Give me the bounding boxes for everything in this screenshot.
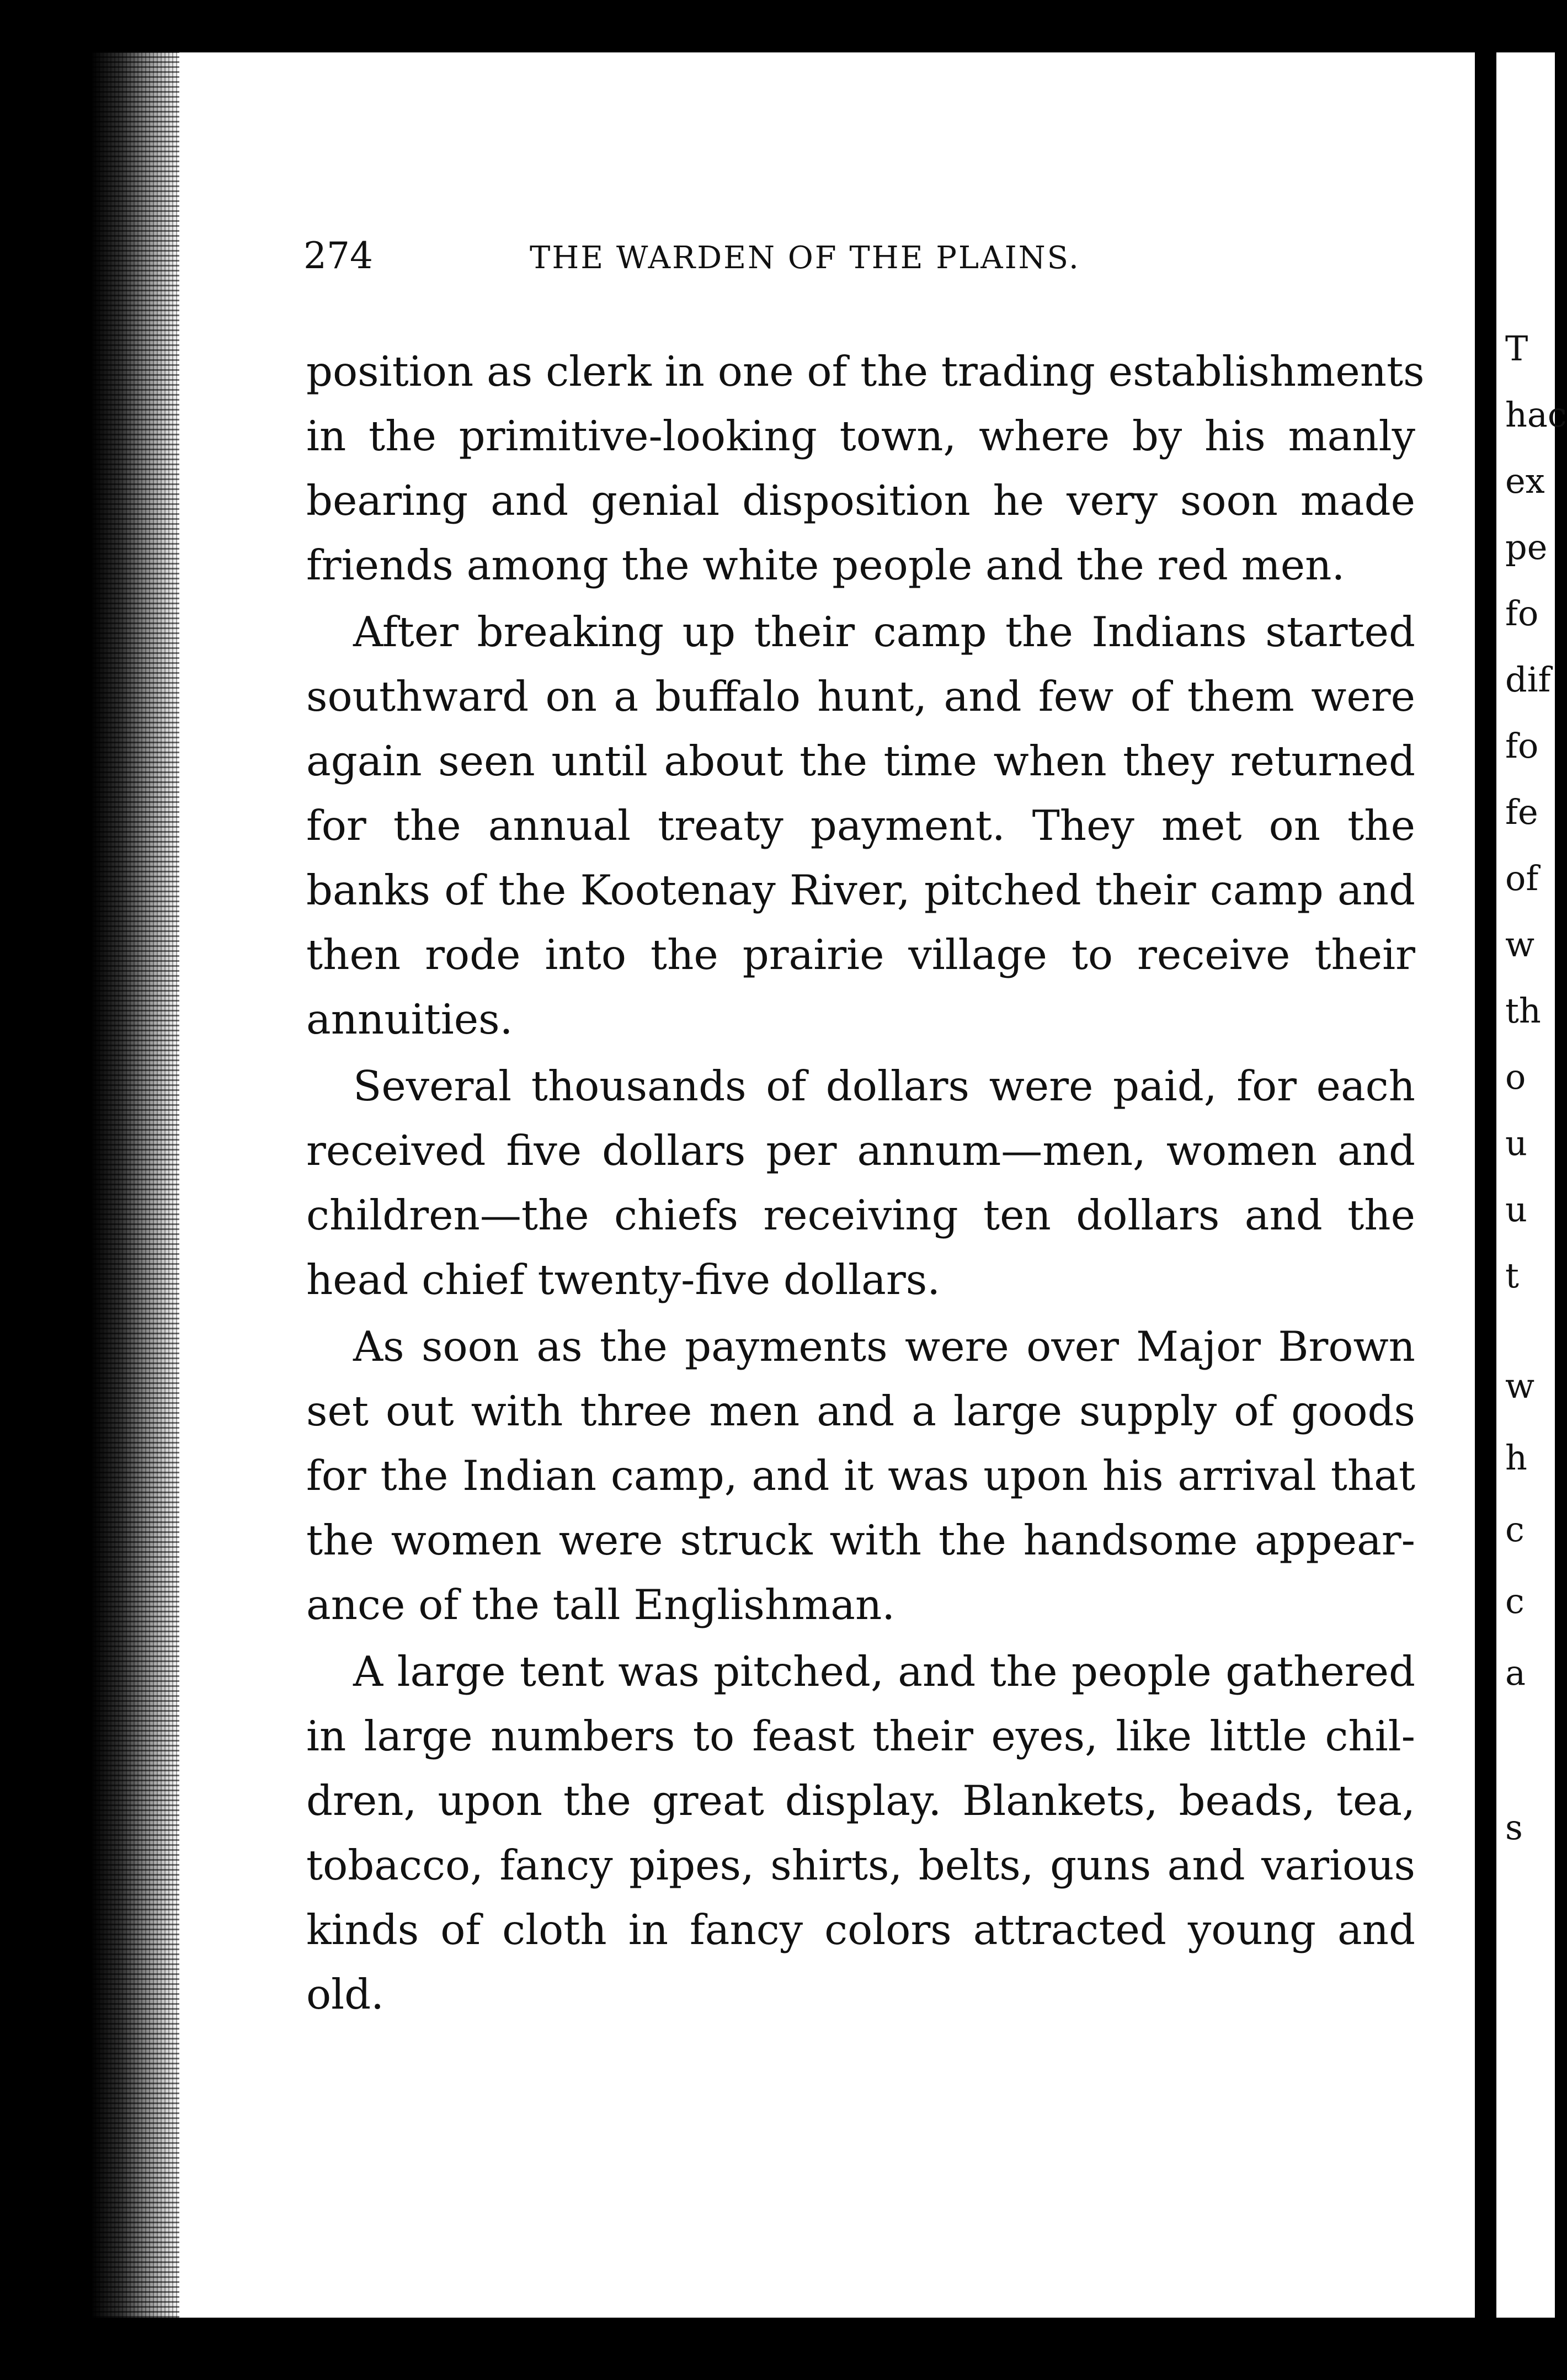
adjacent-page-fragment: c [1505, 1509, 1525, 1550]
text-line: A large tent was pitched, and the people gathered [353, 1647, 1415, 1696]
adjacent-page-fragment: pe [1505, 527, 1548, 567]
text-line: then rode into the prairie village to receive their [306, 930, 1415, 979]
book-page [91, 52, 1481, 2318]
text-line: children—the chiefs receiving ten dollars and the [306, 1191, 1415, 1239]
adjacent-page-fragment: h [1505, 1437, 1527, 1478]
adjacent-page-fragment: fo [1505, 593, 1539, 633]
text-line: position as clerk in one of the trading establishments [306, 347, 1425, 396]
text-line: set out with three men and a large supply of goods [306, 1387, 1415, 1435]
paragraph [306, 1314, 1415, 1637]
text-line: for the Indian camp, and it was upon his arrival that [306, 1451, 1415, 1500]
text-line: old. [306, 1970, 384, 2019]
adjacent-page-fragment: w [1505, 924, 1535, 965]
page-edge [1475, 52, 1481, 2318]
adjacent-page-fragment: hac [1505, 395, 1567, 435]
adjacent-page-fragment: u [1505, 1123, 1527, 1163]
text-line: bearing and genial disposition he very soon made [306, 476, 1415, 525]
text-line: in the primitive-looking town, where by his manly [306, 412, 1415, 460]
text-line: banks of the Kootenay River, pitched their camp and [306, 866, 1415, 914]
text-line: southward on a buffalo hunt, and few of them were [306, 672, 1415, 721]
adjacent-page-fragment: u [1505, 1189, 1527, 1229]
text-line: As soon as the payments were over Major Brown [353, 1322, 1415, 1371]
adjacent-page-fragment: of [1505, 858, 1539, 898]
text-line: friends among the white people and the red men. [306, 541, 1345, 589]
text-line: dren, upon the great display. Blankets, beads, tea, [306, 1776, 1415, 1825]
adjacent-page-fragment: fe [1505, 792, 1538, 832]
adjacent-page-fragment: t [1505, 1255, 1519, 1296]
text-line: annuities. [306, 995, 513, 1043]
adjacent-page-fragment: fo [1505, 726, 1539, 766]
text-line: head chief twenty-five dollars. [306, 1255, 941, 1304]
running-title: THE WARDEN OF THE PLAINS. [530, 240, 1080, 276]
adjacent-page-fragment: w [1505, 1366, 1535, 1406]
text-line: tobacco, fancy pipes, shirts, belts, guns and various [306, 1841, 1415, 1889]
adjacent-page-fragment: dif [1505, 659, 1551, 700]
text-line: for the annual treaty payment. They met on the [306, 801, 1415, 850]
paragraph [306, 1639, 1415, 2027]
adjacent-page-fragment: ex [1505, 461, 1545, 501]
page-number: 274 [303, 235, 373, 277]
text-line: Several thousands of dollars were paid, for each [353, 1062, 1415, 1110]
paragraph [306, 339, 1425, 598]
text-line: After breaking up their camp the Indians started [353, 608, 1415, 656]
paragraph [306, 600, 1415, 1052]
text-line: again seen until about the time when they returned [306, 737, 1415, 785]
adjacent-page-fragment: o [1505, 1057, 1526, 1097]
text-line: the women were struck with the handsome appear- [306, 1516, 1415, 1564]
adjacent-page-fragment: a [1505, 1653, 1526, 1693]
adjacent-page-fragment: th [1505, 991, 1541, 1031]
page-header [303, 235, 1407, 290]
text-line: received five dollars per annum—men, women and [306, 1126, 1415, 1175]
paragraph [306, 1054, 1415, 1312]
page-gutter-shadow [91, 52, 179, 2318]
adjacent-page-fragment: c [1505, 1581, 1525, 1621]
text-line: kinds of cloth in fancy colors attracted young and [306, 1905, 1415, 1954]
adjacent-page-edge [1496, 52, 1567, 2318]
adjacent-page-fragment: T [1505, 328, 1528, 369]
text-line: in large numbers to feast their eyes, like little chil- [306, 1712, 1415, 1760]
body-text [306, 339, 1425, 2029]
adjacent-page-fragment: s [1505, 1807, 1523, 1847]
text-line: ance of the tall Englishman. [306, 1580, 896, 1629]
